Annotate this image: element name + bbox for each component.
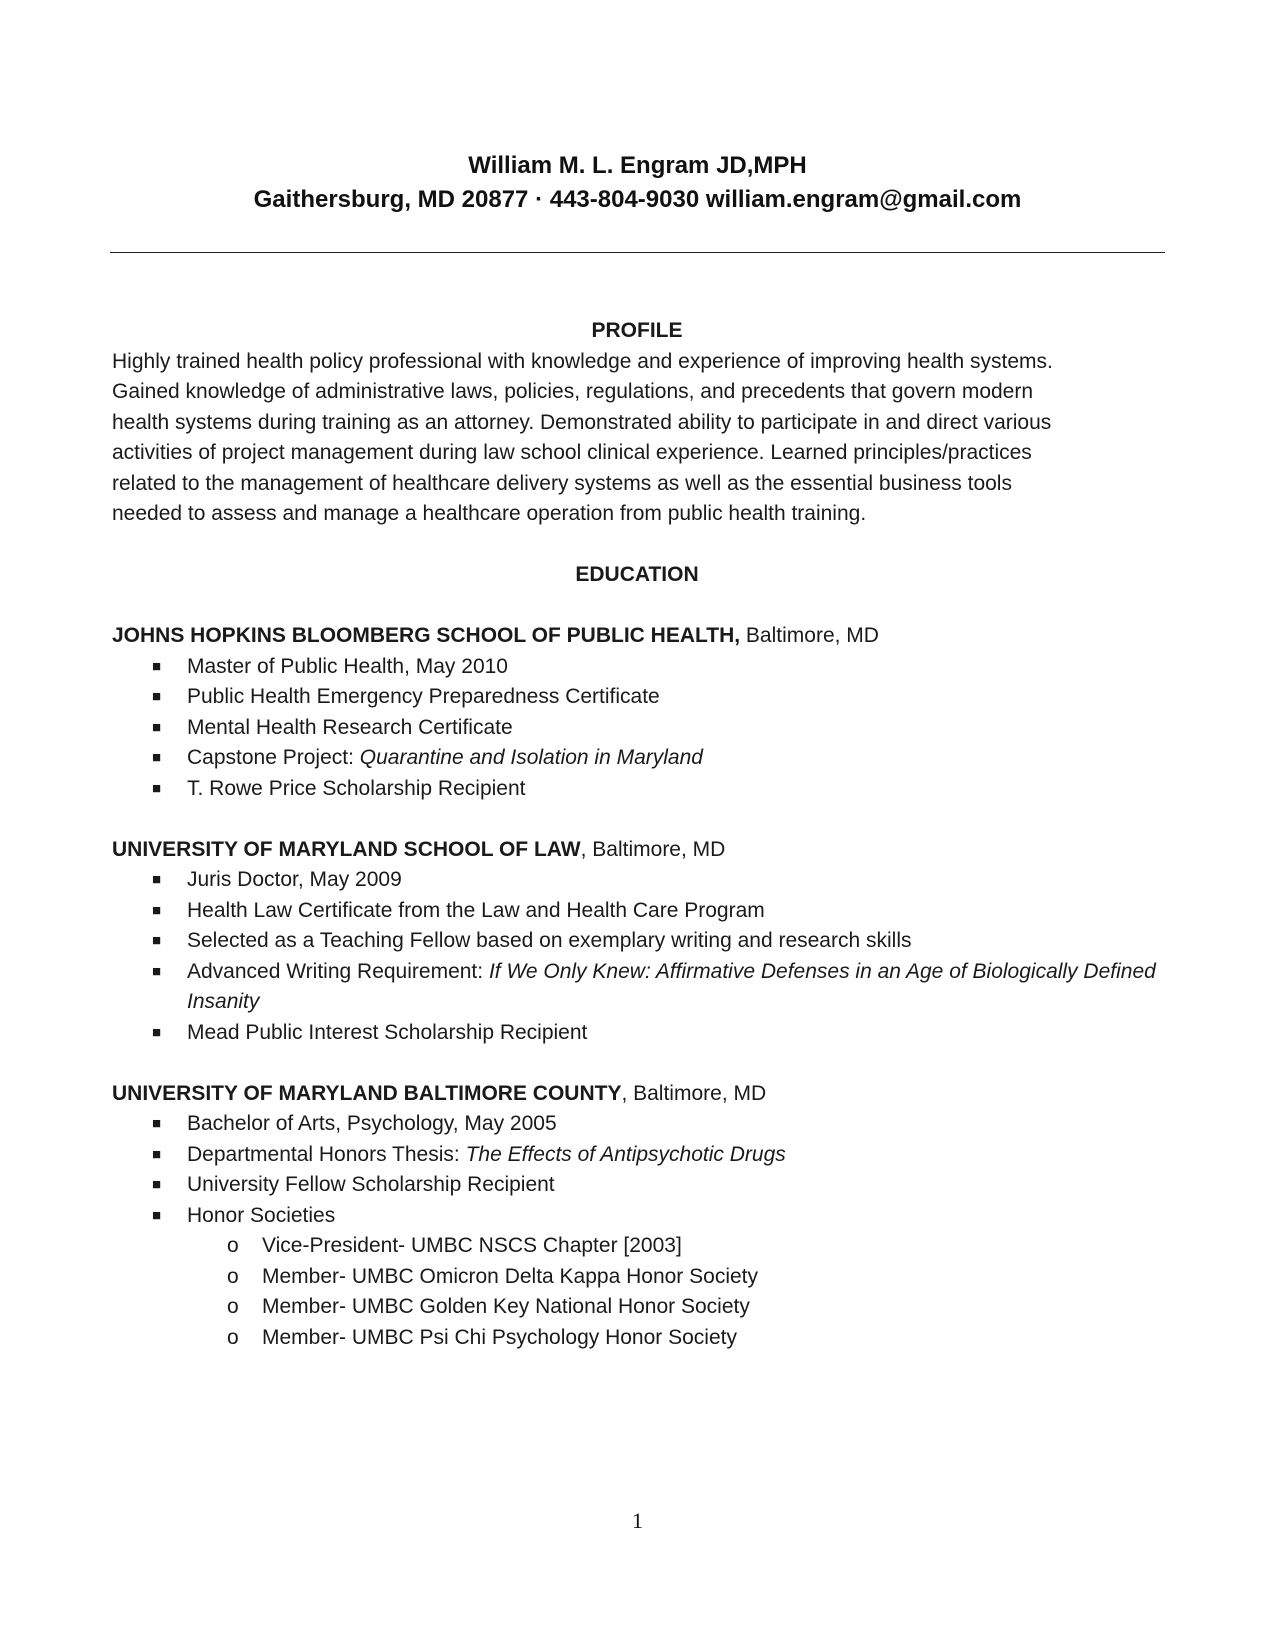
header-divider — [110, 252, 1165, 253]
list-item: ■ University Fellow Scholarship Recipient — [112, 1170, 1162, 1201]
square-bullet-icon: ■ — [152, 1176, 162, 1193]
square-bullet-icon: ■ — [152, 871, 162, 888]
profile-text — [112, 347, 1162, 530]
square-bullet-icon: ■ — [152, 1115, 162, 1132]
sub-list-item: o Member- UMBC Golden Key National Honor Society — [112, 1292, 1162, 1323]
school-entry — [112, 835, 1162, 1049]
school-items — [112, 652, 1162, 805]
circle-bullet-icon: o — [227, 1295, 239, 1318]
school-heading — [112, 621, 1162, 652]
profile-section — [112, 316, 1162, 530]
resume-body — [112, 316, 1162, 1353]
education-heading: EDUCATION — [575, 563, 699, 586]
school-name: UNIVERSITY OF MARYLAND BALTIMORE COUNTY — [112, 1081, 622, 1105]
contact-line: Gaithersburg, MD 20877 · 443-804-9030 william.engram@gmail.com — [253, 186, 1022, 213]
profile-line: health systems during training as an attorney. Demonstrated ability to participate in and direct various — [112, 410, 1052, 434]
school-heading — [112, 835, 1162, 866]
square-bullet-icon: ■ — [152, 1206, 162, 1224]
square-bullet-icon: ■ — [152, 779, 162, 797]
square-bullet-icon: ■ — [152, 932, 162, 949]
list-item: ■ Advanced Writing Requirement: If We Only Knew: Affirmative Defenses in an Age of Biologically Defined Insanity — [112, 957, 1162, 1018]
school-location: , Baltimore, MD — [580, 837, 726, 861]
profile-line: needed to assess and manage a healthcare operation from public health training. — [112, 502, 867, 525]
circle-bullet-icon: o — [227, 1264, 239, 1288]
square-bullet-icon: ■ — [152, 962, 162, 980]
sub-list-item: o Member- UMBC Psi Chi Psychology Honor Society — [112, 1323, 1162, 1354]
circle-bullet-icon: o — [227, 1325, 239, 1349]
profile-line: Gained knowledge of administrative laws, policies, regulations, and precedents that govern modern — [112, 380, 1034, 403]
list-item: ■ Selected as a Teaching Fellow based on exemplary writing and research skills — [112, 926, 1162, 957]
school-entry — [112, 621, 1162, 804]
list-item: ■ Public Health Emergency Preparedness Certificate — [112, 682, 1162, 713]
profile-line: related to the management of healthcare delivery systems as well as the essential business tools — [112, 471, 1012, 495]
list-item: ■ T. Rowe Price Scholarship Recipient — [112, 774, 1162, 805]
list-item: ■ Mead Public Interest Scholarship Recipient — [112, 1018, 1162, 1049]
list-item: ■ Mental Health Research Certificate — [112, 713, 1162, 744]
list-item: ■ Capstone Project: Quarantine and Isolation in Maryland — [112, 743, 1162, 774]
school-items — [112, 865, 1162, 1048]
list-item: ■ Juris Doctor, May 2009 — [112, 865, 1162, 896]
profile-line: Highly trained health policy professional with knowledge and experience of improving health systems. — [112, 349, 1053, 373]
sub-list-item: o Vice-President- UMBC NSCS Chapter [2003] — [112, 1231, 1162, 1262]
list-item: ■ Honor Societies — [112, 1201, 1162, 1232]
square-bullet-icon: ■ — [152, 749, 162, 766]
square-bullet-icon: ■ — [152, 688, 162, 705]
school-name: JOHNS HOPKINS BLOOMBERG SCHOOL OF PUBLIC HEALTH, — [112, 624, 741, 647]
list-item: ■ Master of Public Health, May 2010 — [112, 652, 1162, 683]
list-item: ■ Health Law Certificate from the Law and Health Care Program — [112, 896, 1162, 927]
square-bullet-icon: ■ — [152, 1145, 162, 1163]
school-location: Baltimore, MD — [740, 624, 879, 647]
school-name: UNIVERSITY OF MARYLAND SCHOOL OF LAW — [112, 837, 581, 861]
square-bullet-icon: ■ — [152, 901, 162, 919]
candidate-name: William M. L. Engram JD,MPH — [468, 152, 807, 179]
square-bullet-icon: ■ — [152, 718, 162, 736]
school-items — [112, 1109, 1162, 1231]
square-bullet-icon: ■ — [152, 1023, 162, 1041]
school-entry — [112, 1079, 1162, 1354]
school-location: , Baltimore, MD — [621, 1081, 767, 1105]
page-number: 1 — [632, 1508, 643, 1533]
profile-heading: PROFILE — [591, 319, 683, 342]
circle-bullet-icon: o — [227, 1234, 239, 1257]
honor-societies-list — [112, 1231, 1162, 1353]
school-heading — [112, 1079, 1162, 1110]
list-item: ■ Bachelor of Arts, Psychology, May 2005 — [112, 1109, 1162, 1140]
square-bullet-icon: ■ — [152, 657, 162, 675]
education-section — [112, 560, 1162, 1353]
list-item: ■ Departmental Honors Thesis: The Effects of Antipsychotic Drugs — [112, 1140, 1162, 1171]
profile-line: activities of project management during law school clinical experience. Learned principles/practices — [112, 441, 1032, 464]
sub-list-item: o Member- UMBC Omicron Delta Kappa Honor Society — [112, 1262, 1162, 1293]
